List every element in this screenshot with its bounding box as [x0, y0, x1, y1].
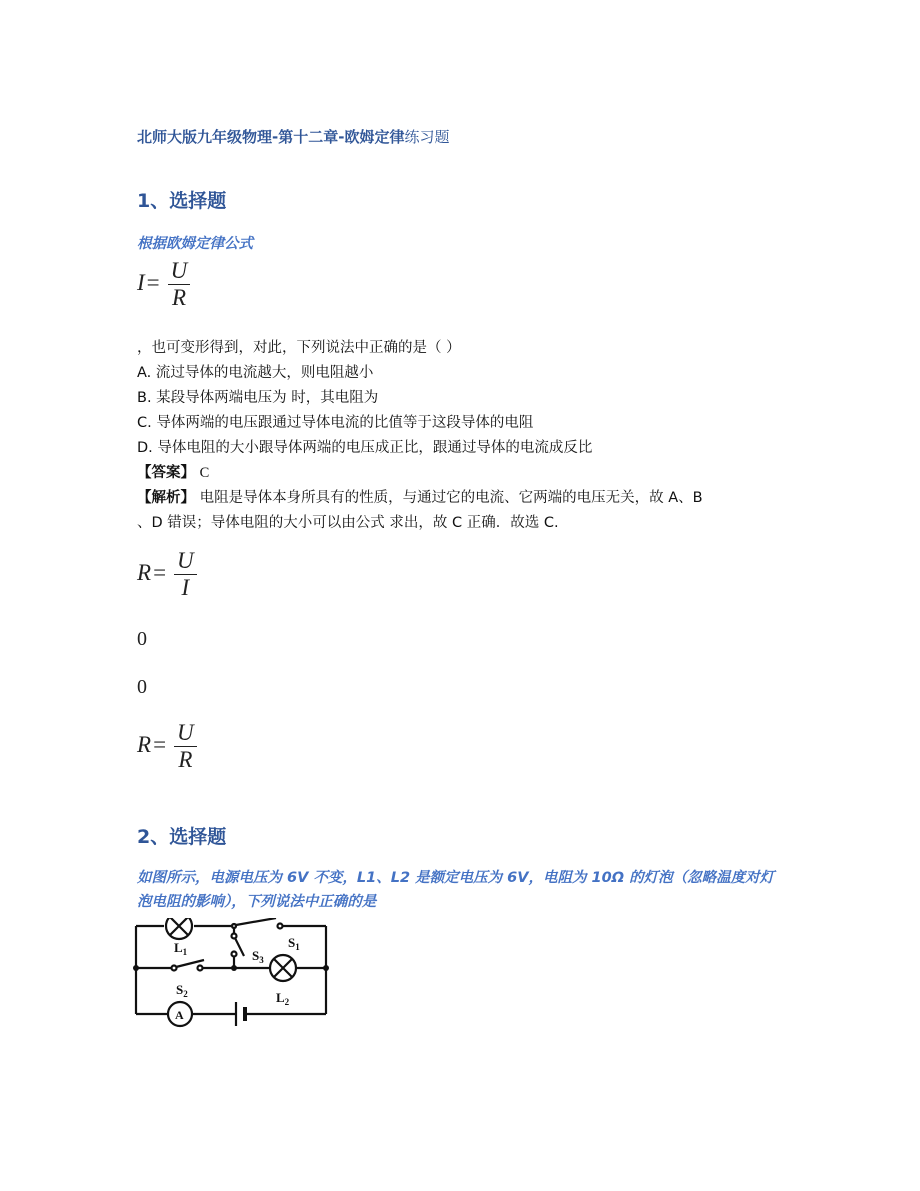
question-2-description: 如图所示，电源电压为 6V 不变，L1、L2 是额定电压为 6V，电阻为 10Ω 的灯泡（忽略温度对灯泡电阻的影响），下列说法中正确的是 — [137, 870, 775, 910]
option-c: C. 导体两端的电压跟通过导体电流的比值等于这段导体的电阻 — [137, 415, 534, 431]
option-a: A. 流过导体的电流越大，则电阻越小 — [137, 365, 374, 381]
switch-s2-icon — [172, 960, 205, 971]
formula-fraction — [168, 258, 191, 311]
question-1-heading: 1、选择题 — [137, 190, 227, 212]
label-ammeter: A — [175, 1008, 184, 1022]
answer-value: C — [199, 465, 210, 481]
switch-s3-icon — [232, 934, 245, 957]
lamp-l1-icon — [166, 918, 192, 939]
formula3-lhs: R — [137, 731, 152, 757]
analysis-line-2: 、D 错误；导体电阻的大小可以由公式 求出，故 C 正确．故选 C. — [137, 515, 559, 531]
document-title — [137, 126, 449, 147]
zero-value-2: 0 — [137, 676, 147, 698]
question-1-stem: ，也可变形得到，对此，下列说法中正确的是（ ） — [137, 340, 461, 356]
document-title-main: 北师大版九年级物理-第十二章-欧姆定律 — [137, 128, 405, 146]
question-2-heading: 2、选择题 — [137, 826, 227, 848]
switch-s1-icon — [232, 918, 283, 929]
circuit-diagram — [130, 918, 335, 1030]
resistance-formula — [137, 548, 197, 601]
label-s3: $S_3$ — [252, 948, 264, 965]
analysis-label: 【解析】 — [137, 490, 195, 506]
circuit-wires — [136, 926, 326, 1014]
analysis-line-1 — [137, 486, 703, 507]
formula3-numerator: U — [174, 720, 197, 747]
formula3-fraction — [174, 720, 197, 773]
question-1-subheading: 根据欧姆定律公式 — [137, 236, 253, 252]
battery-icon — [236, 1002, 245, 1026]
formula-equals: = — [146, 269, 160, 295]
formula2-fraction — [174, 548, 197, 601]
zero-value-1: 0 — [137, 628, 147, 650]
answer-label: 【答案】 — [137, 465, 195, 481]
formula-3 — [137, 720, 197, 773]
answer-line — [137, 461, 209, 482]
ohms-law-formula — [137, 258, 190, 311]
analysis-text-1: 电阻是导体本身所具有的性质，与通过它的电流、它两端的电压无关，故 A、B — [199, 490, 703, 506]
formula3-equals: = — [153, 731, 167, 757]
formula-lhs: I — [137, 269, 145, 295]
formula-numerator: U — [168, 258, 191, 285]
option-d: D. 导体电阻的大小跟导体两端的电压成正比，跟通过导体的电流成反比 — [137, 440, 593, 456]
lamp-l2-icon — [270, 955, 296, 981]
formula2-numerator: U — [174, 548, 197, 575]
formula2-equals: = — [153, 559, 167, 585]
document-title-suffix: 练习题 — [404, 128, 450, 146]
label-s2: $S_2$ — [176, 982, 188, 999]
label-l2: $L_2$ — [276, 990, 290, 1007]
label-s1: $S_1$ — [288, 935, 300, 952]
formula2-lhs: R — [137, 559, 152, 585]
formula2-denominator: I — [181, 575, 190, 600]
formula3-denominator: R — [178, 747, 193, 772]
option-b: B. 某段导体两端电压为 时，其电阻为 — [137, 390, 379, 406]
formula-denominator: R — [171, 285, 186, 310]
label-l1: $L_1$ — [174, 940, 188, 957]
